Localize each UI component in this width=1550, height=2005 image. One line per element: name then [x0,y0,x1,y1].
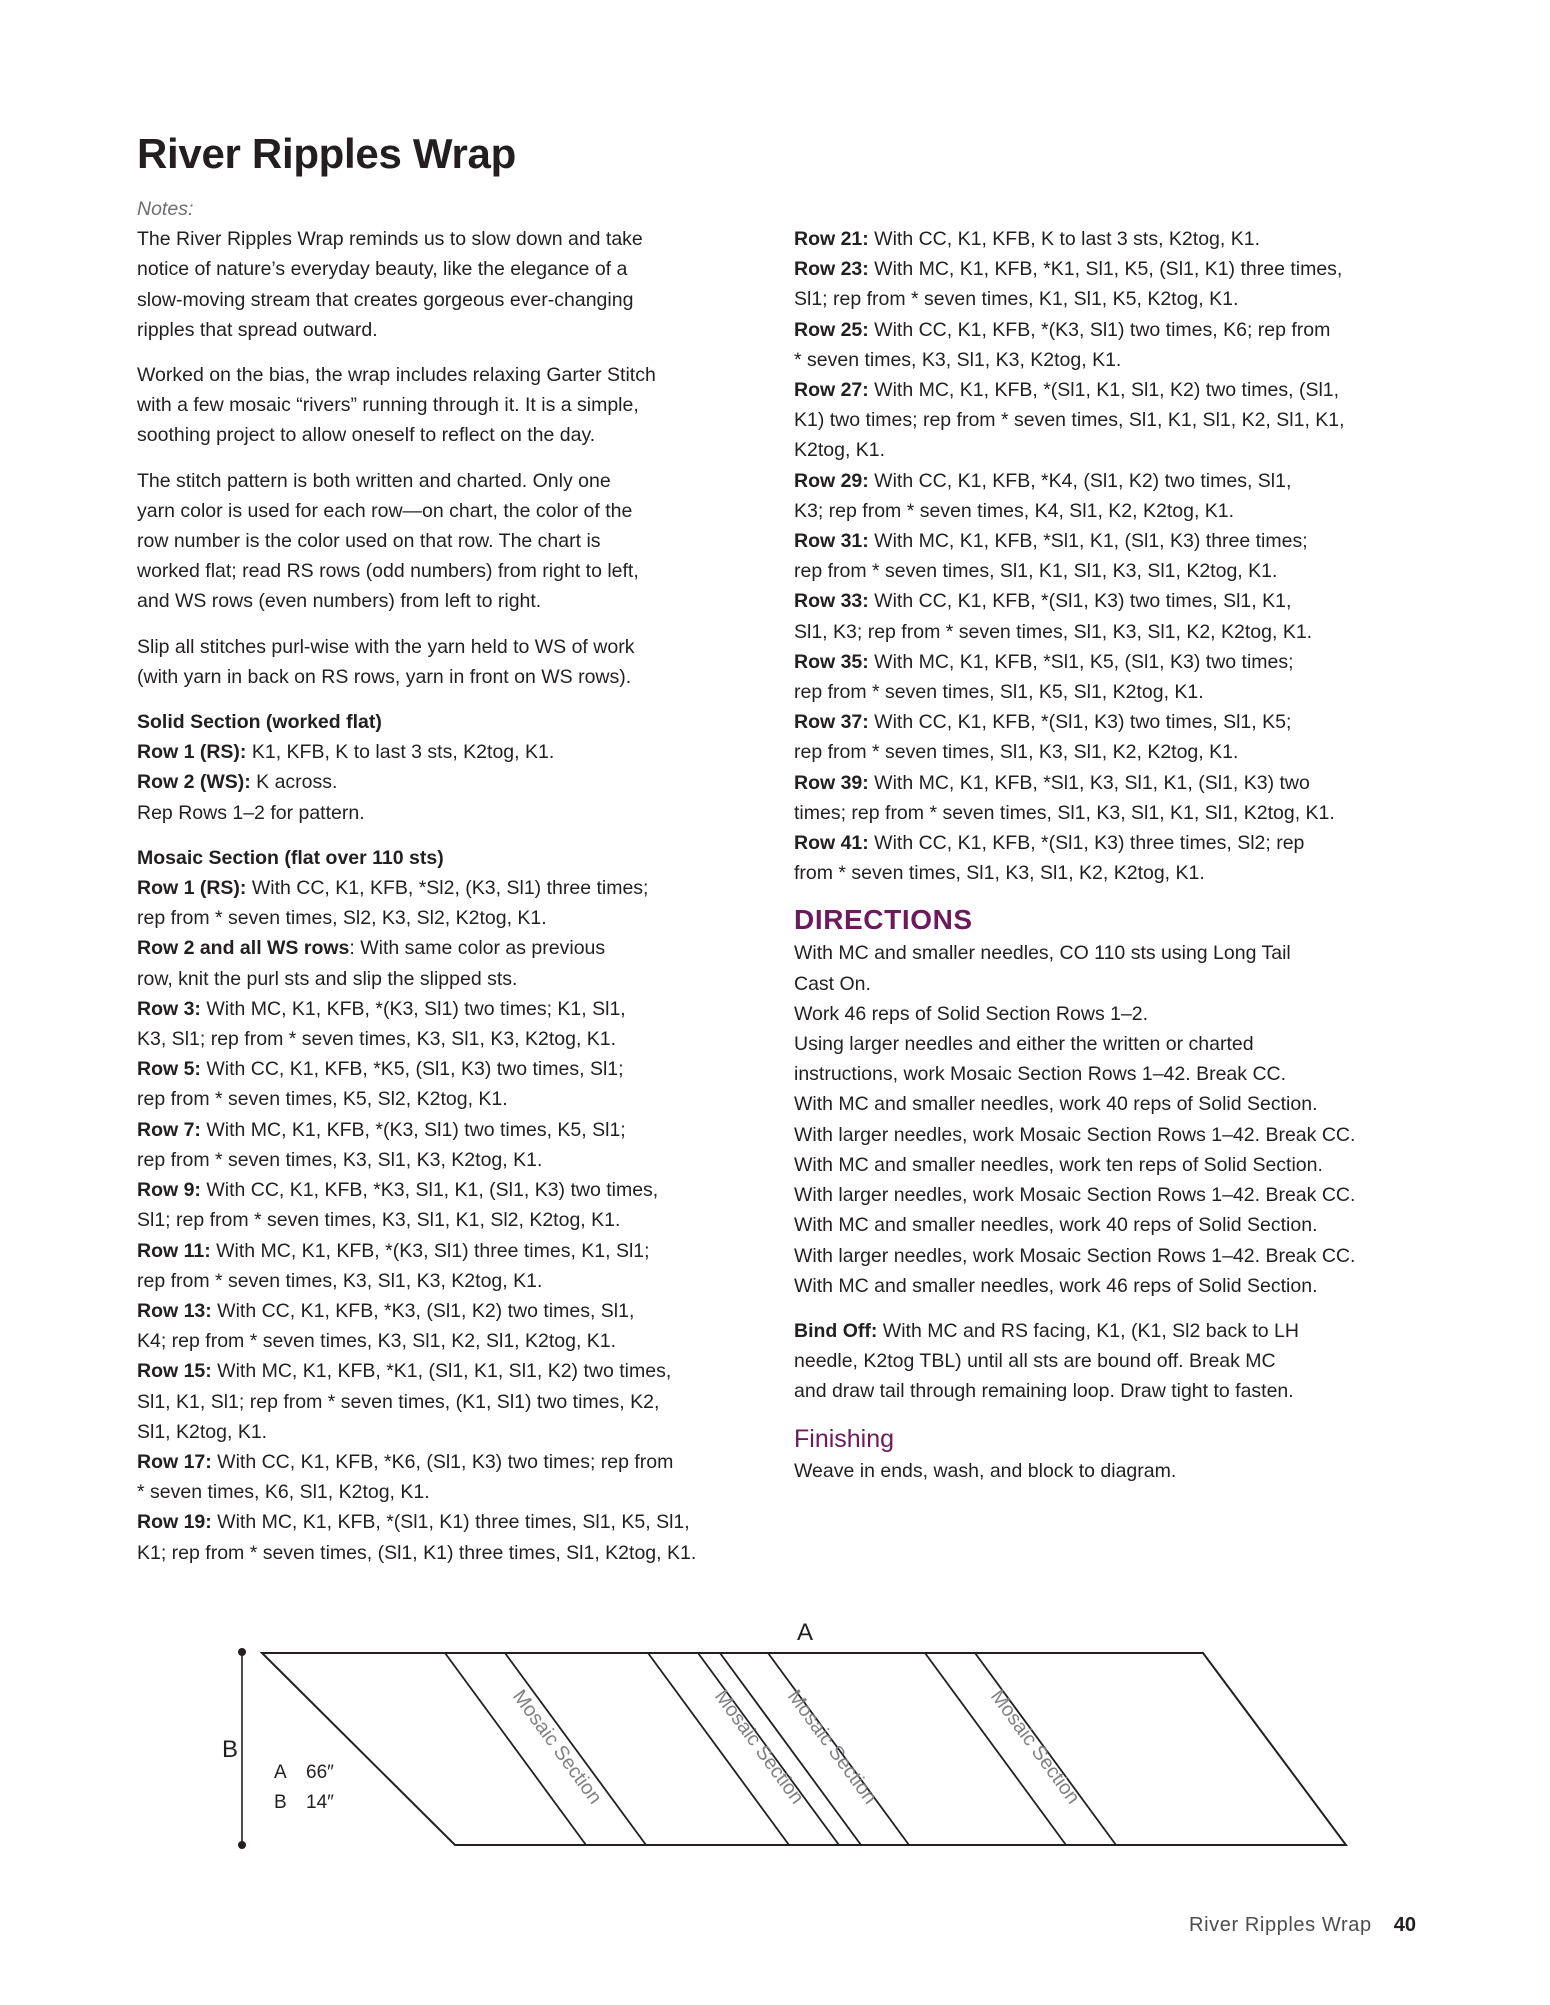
row-label: Row 17: [137,1450,212,1473]
pattern-row-line [794,435,1434,465]
notes-line: Slip all stitches purl-wise with the yarn held to WS of work [137,635,635,658]
directions-text [794,938,1434,1300]
row-text: K across. [250,771,338,794]
footer-title: River Ripples Wrap [1189,1914,1372,1936]
row-label: Row 29: [794,469,869,492]
directions-heading: DIRECTIONS [794,904,973,936]
row-text: rep from * seven times, Sl1, K1, Sl1, K3, Sl1, K2tog, K1. [794,560,1278,583]
pattern-row [137,1054,767,1114]
row-text: * seven times, K6, Sl1, K2tog, K1. [137,1481,430,1504]
notes-line: ripples that spread outward. [137,318,378,341]
pattern-row-line [137,903,767,933]
legend-b-value: 14″ [306,1792,334,1813]
band-label-4: Mosaic Section [985,1685,1084,1809]
bind-off [794,1316,1434,1407]
row-label: Row 33: [794,590,869,613]
right-column [794,224,1434,1486]
pattern-row-line [794,405,1434,435]
row-text: With MC, K1, KFB, *(K3, Sl1) three times, K1, Sl1; [210,1239,650,1262]
directions-line: With MC and smaller needles, work 40 reps of Solid Section. [794,1093,1318,1116]
notes-line: (with yarn in back on RS rows, yarn in front on WS rows). [137,665,632,688]
row-label: Row 13: [137,1299,212,1322]
pattern-row [794,315,1434,375]
page-number: 40 [1393,1914,1416,1936]
row-text: With MC, K1, KFB, *K1, Sl1, K5, (Sl1, K1) three times, [868,258,1343,281]
directions-line: Using larger needles and either the written or charted [794,1033,1254,1056]
pattern-row-line [794,466,1434,496]
pattern-row [137,767,767,797]
bind-off-line [794,1346,1434,1376]
pattern-row-line [137,1024,767,1054]
notes-line: yarn color is used for each row—on chart, the color of the [137,499,633,522]
page-footer [1189,1914,1416,1937]
page-title: River Ripples Wrap [137,130,516,177]
row-text: With MC, K1, KFB, *K1, (Sl1, K1, Sl1, K2) two times, [211,1360,672,1383]
directions-line: With larger needles, work Mosaic Section Rows 1–42. Break CC. [794,1184,1356,1207]
finishing-heading: Finishing [794,1424,895,1453]
pattern-row-line [137,1507,767,1537]
legend-b-key: B [274,1792,287,1813]
notes-line: The River Ripples Wrap reminds us to slow down and take [137,228,643,251]
directions-line: With larger needles, work Mosaic Section Rows 1–42. Break CC. [794,1123,1356,1146]
pattern-row-line [794,828,1434,858]
row-text: : With same color as previous [349,937,606,960]
directions-line: With MC and smaller needles, work ten reps of Solid Section. [794,1153,1323,1176]
row-text: K1, KFB, K to last 3 sts, K2tog, K1. [246,741,555,764]
row-text: Sl1, K1, Sl1; rep from * seven times, (K1, Sl1) two times, K2, [137,1390,660,1413]
wrap-schematic [0,1600,1550,1870]
pattern-row [794,466,1434,526]
notes-line: slow-moving stream that creates gorgeous ever-changing [137,288,634,311]
pattern-row-line [137,1084,767,1114]
row-label: Row 41: [794,832,869,855]
pattern-row [794,768,1434,828]
pattern-row-line [794,768,1434,798]
pattern-row-line [137,1417,767,1447]
left-column [137,194,767,1583]
pattern-row [137,798,767,828]
pattern-row-line [137,1387,767,1417]
dimension-legend [274,1762,334,1813]
pattern-row [794,586,1434,646]
mosaic-section-continued [794,224,1434,888]
row-text: With CC, K1, KFB, *K5, (Sl1, K3) two times, Sl1; [200,1058,624,1081]
pattern-row-line [137,737,767,767]
mosaic-section-title: Mosaic Section (flat over 110 sts) [137,846,444,869]
row-label: Row 1 (RS): [137,741,247,764]
pattern-row [137,1296,767,1356]
pattern-row [137,994,767,1054]
row-text: Sl1; rep from * seven times, K3, Sl1, K1, Sl2, K2tog, K1. [137,1209,621,1232]
pattern-row-line [137,1115,767,1145]
pattern-row [794,707,1434,767]
pattern-row-line [137,1054,767,1084]
row-label: Row 2 (WS): [137,771,251,794]
row-label: Row 9: [137,1179,201,1202]
pattern-row-line [794,345,1434,375]
row-text: With CC, K1, KFB, *Sl2, (K3, Sl1) three times; [246,877,649,900]
row-label: Row 23: [794,258,869,281]
pattern-row-line [137,1356,767,1386]
row-text: With CC, K1, KFB, *(Sl1, K3) two times, Sl1, K1, [868,590,1292,613]
bind-off-text: and draw tail through remaining loop. Draw tight to fasten. [794,1380,1294,1403]
pattern-row-line [794,707,1434,737]
row-text: With MC, K1, KFB, *Sl1, K5, (Sl1, K3) two times; [868,650,1294,673]
pattern-row [137,1115,767,1175]
row-text: K1; rep from * seven times, (Sl1, K1) three times, Sl1, K2tog, K1. [137,1541,697,1564]
pattern-row-line [794,858,1434,888]
row-label: Row 15: [137,1360,212,1383]
legend-a-value: 66″ [306,1762,334,1783]
bind-off-line [794,1316,1434,1346]
directions-line: With MC and smaller needles, CO 110 sts using Long Tail [794,942,1291,965]
directions-line: Cast On. [794,972,871,995]
row-text: K3, Sl1; rep from * seven times, K3, Sl1, K3, K2tog, K1. [137,1028,617,1051]
pattern-row [794,828,1434,888]
solid-section-title: Solid Section (worked flat) [137,711,382,734]
directions-line: With MC and smaller needles, work 46 reps of Solid Section. [794,1274,1318,1297]
notes-line: notice of nature’s everyday beauty, like the elegance of a [137,258,628,281]
notes-paragraph [137,224,767,345]
pattern-row-line [137,933,767,963]
pattern-row-line [137,873,767,903]
pattern-row-line [137,1326,767,1356]
pattern-row-line [794,284,1434,314]
row-text: With MC, K1, KFB, *Sl1, K1, (Sl1, K3) three times; [868,530,1308,553]
row-text: K2tog, K1. [794,439,886,462]
pattern-row-line [794,798,1434,828]
notes-line: row number is the color used on that row. The chart is [137,530,601,553]
dimension-b-label: B [222,1736,239,1763]
bind-off-text: With MC and RS facing, K1, (K1, Sl2 back to LH [877,1319,1299,1342]
row-text: rep from * seven times, K5, Sl2, K2tog, K1. [137,1088,508,1111]
legend-a-key: A [274,1762,287,1783]
pattern-row-line [794,496,1434,526]
row-text: row, knit the purl sts and slip the slipped sts. [137,967,518,990]
bind-off-line [794,1376,1434,1406]
row-text: With CC, K1, KFB, *K3, (Sl1, K2) two times, Sl1, [211,1299,635,1322]
row-text: With CC, K1, KFB, *(Sl1, K3) three times, Sl2; rep [868,832,1305,855]
row-text: rep from * seven times, Sl1, K3, Sl1, K2, K2tog, K1. [794,741,1239,764]
pattern-row-line [137,1296,767,1326]
pattern-row [137,1356,767,1447]
row-text: With CC, K1, KFB, *K3, Sl1, K1, (Sl1, K3) two times, [200,1179,659,1202]
row-text: With CC, K1, KFB, *(K3, Sl1) two times, K6; rep from [868,318,1331,341]
row-label: Row 37: [794,711,869,734]
pattern-row [794,254,1434,314]
row-text: With MC, K1, KFB, *(Sl1, K1, Sl1, K2) two times, (Sl1, [868,379,1340,402]
pattern-row-line [794,526,1434,556]
pattern-row [137,737,767,767]
pattern-row-line [794,586,1434,616]
pattern-row-line [137,767,767,797]
row-label: Row 3: [137,997,201,1020]
pattern-row-line [794,556,1434,586]
pattern-row-line [794,647,1434,677]
row-text: rep from * seven times, K3, Sl1, K3, K2tog, K1. [137,1269,543,1292]
row-label: Row 7: [137,1118,201,1141]
row-label: Row 39: [794,771,869,794]
band-line [505,1653,646,1845]
row-label: Row 25: [794,318,869,341]
row-text: Sl1, K3; rep from * seven times, Sl1, K3, Sl1, K2, K2tog, K1. [794,620,1313,643]
pattern-row-line [137,1447,767,1477]
pattern-row-line [137,798,767,828]
directions-line: instructions, work Mosaic Section Rows 1–42. Break CC. [794,1063,1287,1086]
row-text: With CC, K1, KFB, *K4, (Sl1, K2) two times, Sl1, [868,469,1292,492]
row-text: With MC, K1, KFB, *(Sl1, K1) three times, Sl1, K5, Sl1, [211,1511,690,1534]
pattern-row-line [137,1145,767,1175]
row-label: Row 31: [794,530,869,553]
row-label: Row 5: [137,1058,201,1081]
row-text: from * seven times, Sl1, K3, Sl1, K2, K2tog, K1. [794,862,1205,885]
row-text: K3; rep from * seven times, K4, Sl1, K2, K2tog, K1. [794,499,1235,522]
row-text: rep from * seven times, Sl2, K3, Sl2, K2tog, K1. [137,907,547,930]
pattern-row-line [137,1236,767,1266]
wrap-outline [262,1653,1346,1845]
row-text: * seven times, K3, Sl1, K3, K2tog, K1. [794,348,1122,371]
notes-paragraphs [137,224,767,692]
row-text: rep from * seven times, Sl1, K5, Sl1, K2tog, K1. [794,681,1204,704]
row-text: times; rep from * seven times, Sl1, K3, Sl1, K1, Sl1, K2tog, K1. [794,801,1335,824]
row-label: Row 19: [137,1511,212,1534]
band-label-1: Mosaic Section [507,1685,606,1809]
row-label: Row 11: [137,1239,211,1262]
notes-paragraph [137,360,767,451]
notes-paragraph [137,632,767,692]
pattern-row-line [137,1538,767,1568]
row-text: With MC, K1, KFB, *(K3, Sl1) two times; K1, Sl1, [200,997,626,1020]
directions-line: With MC and smaller needles, work 40 reps of Solid Section. [794,1214,1318,1237]
pattern-row-line [794,315,1434,345]
row-text: K1) two times; rep from * seven times, Sl1, K1, Sl1, K2, Sl1, K1, [794,409,1345,432]
notes-line: soothing project to allow oneself to reflect on the day. [137,424,596,447]
row-label: Row 27: [794,379,869,402]
notes-line: The stitch pattern is both written and charted. Only one [137,469,611,492]
row-text: With MC, K1, KFB, *(K3, Sl1) two times, K5, Sl1; [200,1118,626,1141]
pattern-row-line [137,1175,767,1205]
pattern-row [794,526,1434,586]
row-text: rep from * seven times, K3, Sl1, K3, K2tog, K1. [137,1148,543,1171]
row-text: Sl1, K2tog, K1. [137,1420,268,1443]
solid-section [137,707,767,828]
row-text: With CC, K1, KFB, *(Sl1, K3) two times, Sl1, K5; [868,711,1292,734]
notes-label: Notes: [137,198,194,220]
directions-line: With larger needles, work Mosaic Section Rows 1–42. Break CC. [794,1244,1356,1267]
bind-off-text: needle, K2tog TBL) until all sts are bound off. Break MC [794,1350,1276,1373]
band-label-3: Mosaic Section [782,1685,881,1809]
pattern-row [794,647,1434,707]
pattern-row-line [137,1266,767,1296]
row-label: Row 2 and all WS rows [137,937,350,960]
pattern-row [794,375,1434,466]
row-text: Rep Rows 1–2 for pattern. [137,801,365,824]
row-text: With MC, K1, KFB, *Sl1, K3, Sl1, K1, (Sl1, K3) two [868,771,1310,794]
pattern-row-line [794,617,1434,647]
pattern-row-line [137,1477,767,1507]
row-text: With CC, K1, KFB, K to last 3 sts, K2tog, K1. [868,228,1260,250]
pattern-row-line [794,737,1434,767]
pattern-row-line [794,375,1434,405]
band-label-2: Mosaic Section [709,1685,808,1809]
notes-line: and WS rows (even numbers) from left to right. [137,590,542,613]
bind-off-label: Bind Off: [794,1319,878,1342]
notes-line: Worked on the bias, the wrap includes relaxing Garter Stitch [137,364,656,387]
pattern-row-line [137,994,767,1024]
directions-line: Work 46 reps of Solid Section Rows 1–2. [794,1002,1149,1025]
row-label: Row 21: [794,228,869,250]
dimension-b [238,1648,246,1849]
pattern-row [794,224,1434,254]
pattern-row [137,873,767,933]
dimension-a-label: A [796,1619,814,1646]
pattern-row-line [794,224,1434,254]
row-text: K4; rep from * seven times, K3, Sl1, K2, Sl1, K2tog, K1. [137,1330,617,1353]
pattern-row-line [794,677,1434,707]
pattern-row-line [794,254,1434,284]
mosaic-section [137,843,767,1568]
pattern-row [137,1175,767,1235]
notes-paragraph [137,466,767,617]
row-label: Row 1 (RS): [137,877,247,900]
pattern-row [137,1236,767,1296]
pattern-row [137,1507,767,1567]
notes-line: worked flat; read RS rows (odd numbers) from right to left, [137,560,639,583]
row-text: Sl1; rep from * seven times, K1, Sl1, K5, K2tog, K1. [794,288,1239,311]
row-text: With CC, K1, KFB, *K6, (Sl1, K3) two times; rep from [211,1450,674,1473]
pattern-row-line [137,964,767,994]
notes-line: with a few mosaic “rivers” running through it. It is a simple, [137,394,639,417]
pattern-row [137,933,767,993]
finishing-text: Weave in ends, wash, and block to diagram. [794,1459,1177,1482]
row-label: Row 35: [794,650,869,673]
pattern-row [137,1447,767,1507]
pattern-row-line [137,1205,767,1235]
